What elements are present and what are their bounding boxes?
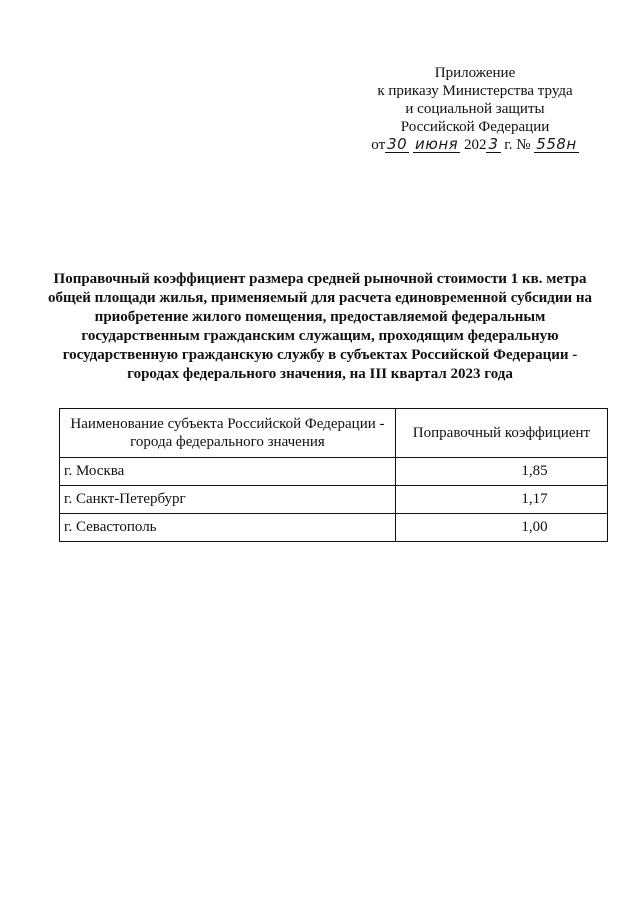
year-prefix: 202 <box>463 137 487 153</box>
coefficient-table <box>59 408 608 542</box>
year-suffix: г. № <box>504 137 531 153</box>
city-cell: г. Москва <box>60 458 396 486</box>
header-subject-line-1: Наименование субъекта Российской Федерации - <box>70 416 385 432</box>
coefficient-cell: 1,00 <box>395 514 607 542</box>
header-coefficient: Поправочный коэффициент <box>395 409 607 458</box>
table-header-row <box>60 409 608 458</box>
table-row <box>60 514 608 542</box>
table-row <box>60 458 608 486</box>
handwritten-day: 30 <box>387 135 408 153</box>
appendix-label: Приложение <box>434 65 516 81</box>
appendix-country-line: Российской Федерации <box>400 119 550 135</box>
title-line-3: приобретение жилого помещения, предоставляемой федеральным <box>94 309 546 325</box>
header-subject <box>60 409 396 458</box>
appendix-block <box>360 64 590 154</box>
handwritten-order-number: 558н <box>536 135 577 153</box>
header-subject-line-2: города федерального значения <box>130 434 325 450</box>
order-date-number <box>360 136 590 154</box>
title-line-1: Поправочный коэффициент размера средней рыночной стоимости 1 кв. метра <box>53 271 587 287</box>
city-cell: г. Санкт-Петербург <box>60 486 396 514</box>
handwritten-year-digit: 3 <box>488 135 499 153</box>
title-line-6: городах федерального значения, на III квартал 2023 года <box>127 366 513 382</box>
city-cell: г. Севастополь <box>60 514 396 542</box>
coefficient-cell: 1,17 <box>395 486 607 514</box>
table-row <box>60 486 608 514</box>
title-line-5: государственную гражданскую службу в субъектах Российской Федерации - <box>62 347 578 363</box>
title-line-2: общей площади жилья, применяемый для расчета единовременной субсидии на <box>47 290 593 306</box>
date-prefix: от <box>371 137 386 153</box>
document-title <box>40 270 600 384</box>
handwritten-month: июня <box>414 135 459 153</box>
appendix-order-line: к приказу Министерства труда <box>377 83 573 99</box>
coefficient-cell: 1,85 <box>395 458 607 486</box>
appendix-ministry-line: и социальной защиты <box>405 101 545 117</box>
title-line-4: государственным гражданским служащим, проходящим федеральную <box>81 328 559 344</box>
